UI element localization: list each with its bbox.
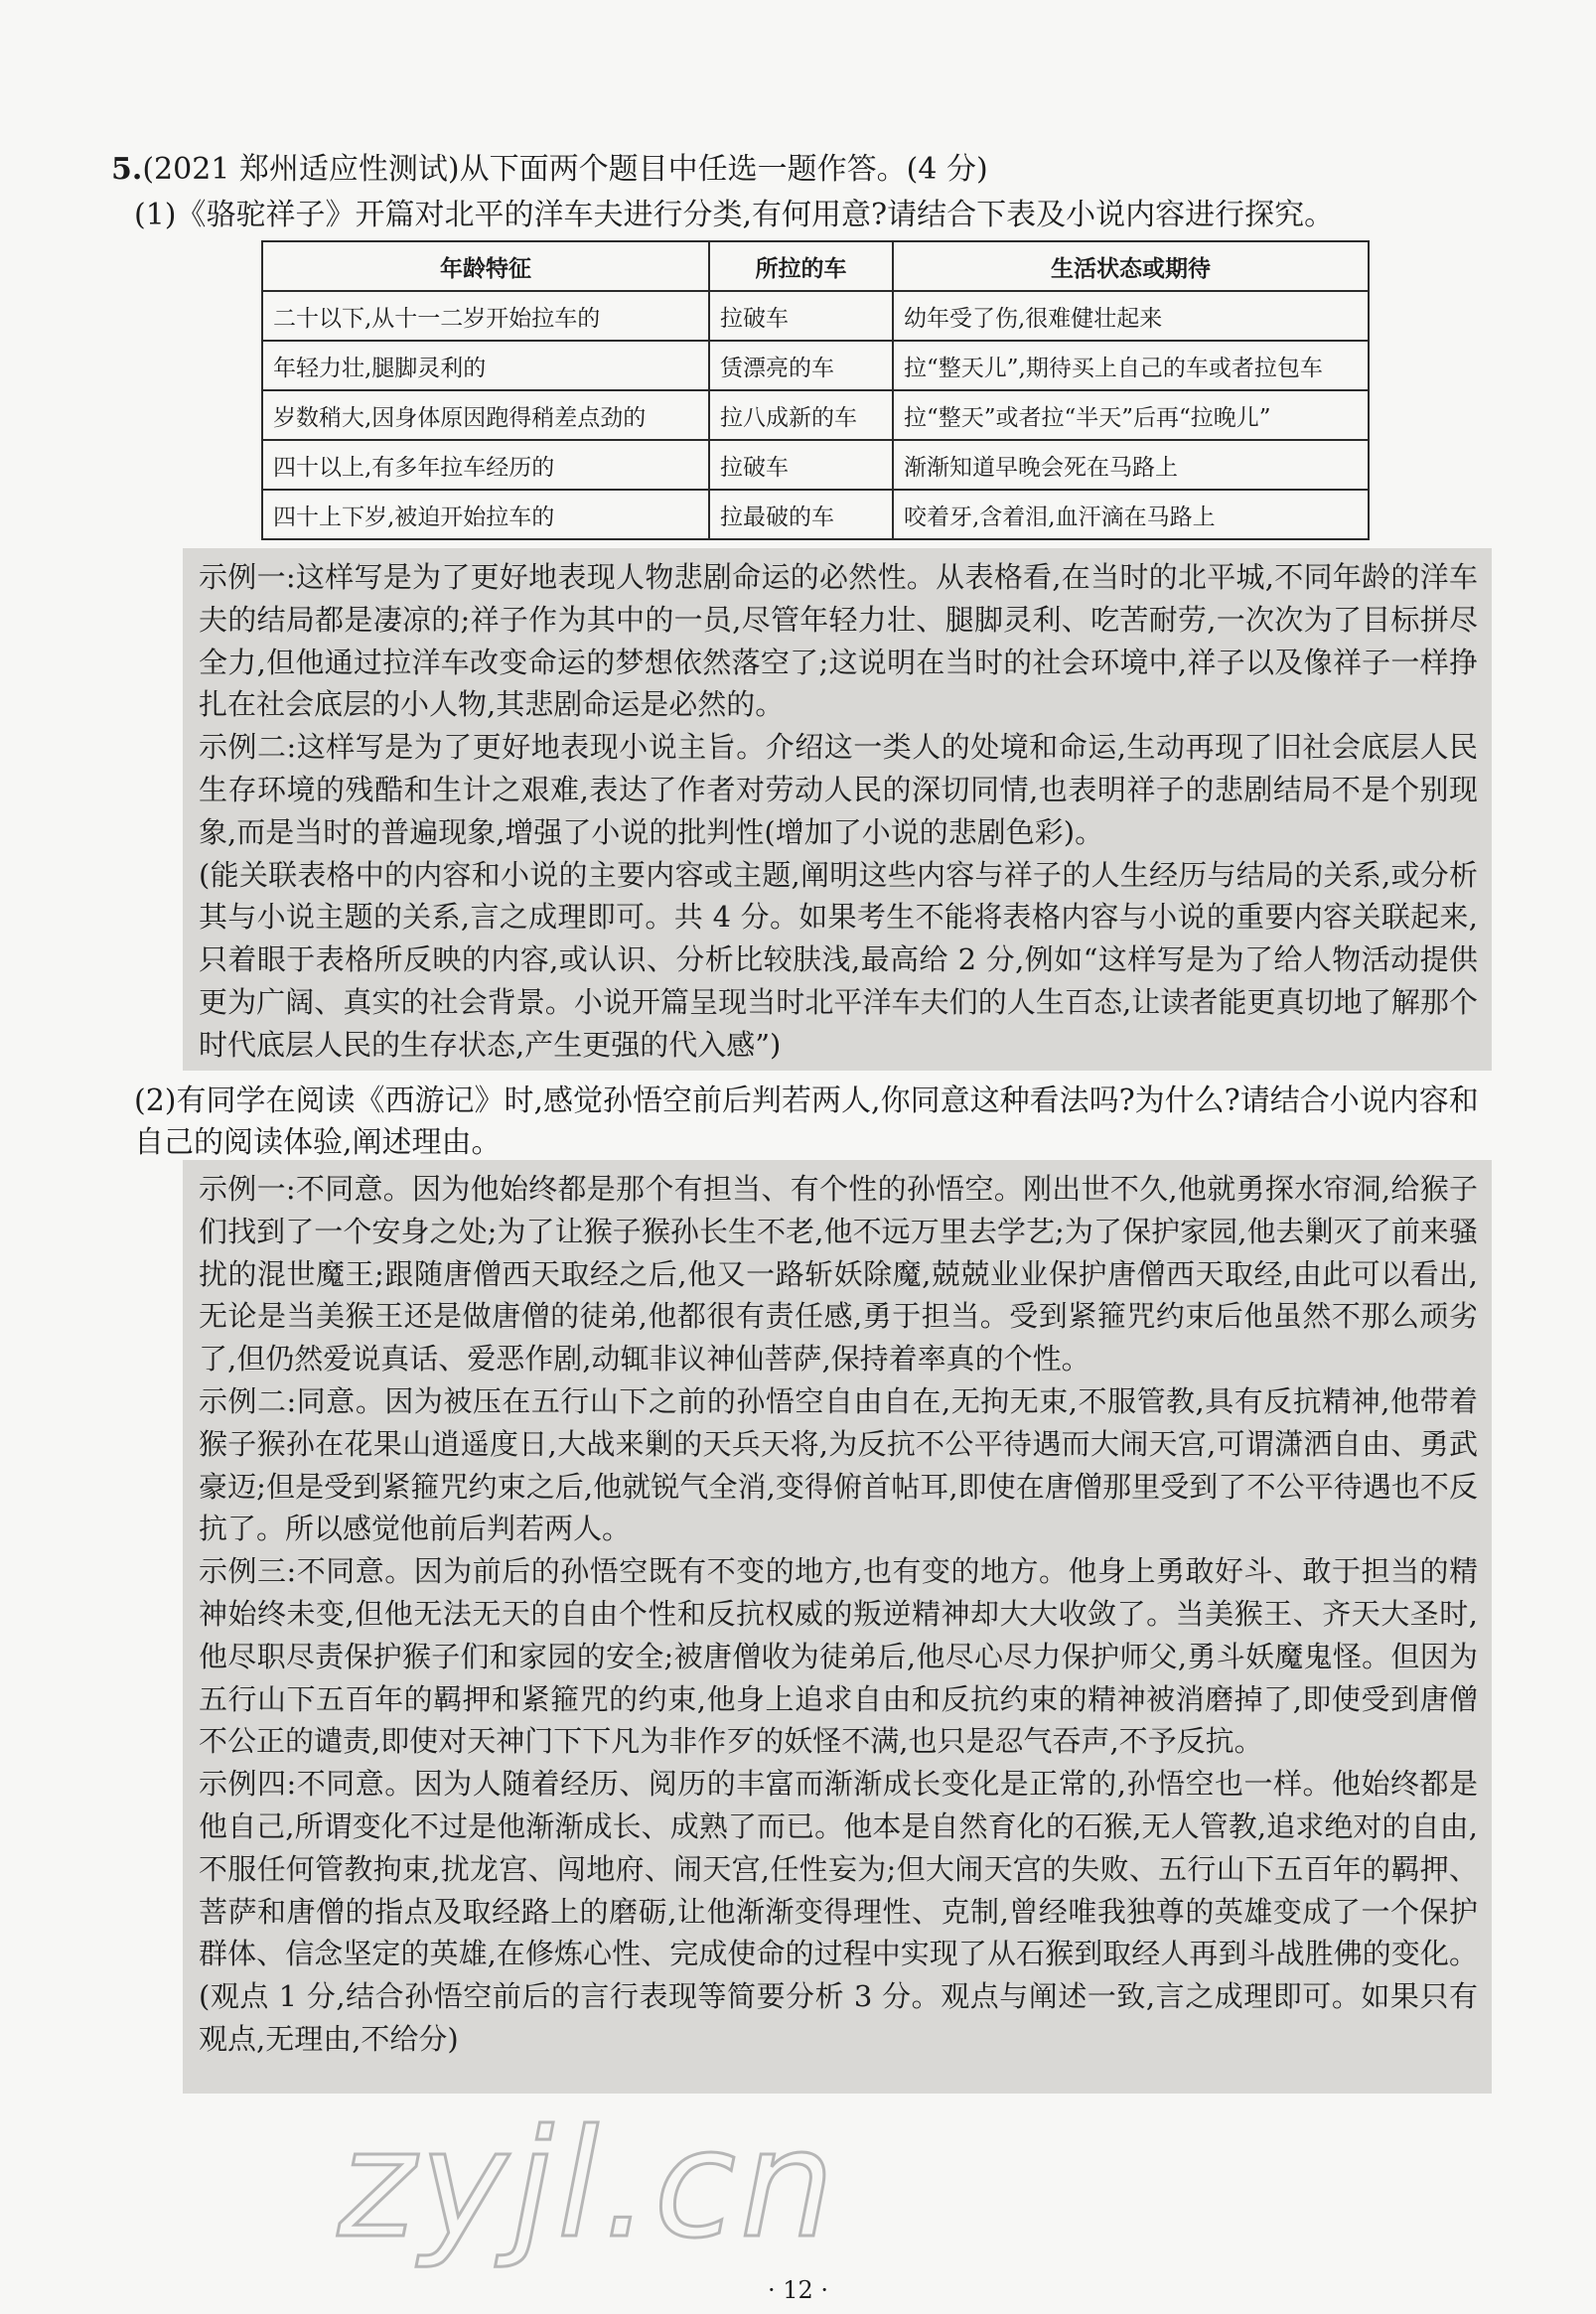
- table-cell: 渐渐知道早晚会死在马路上: [893, 440, 1369, 490]
- question-header: [111, 149, 1502, 191]
- site-watermark: zyjl.cn: [338, 2098, 839, 2271]
- answer-example-4: 示例四:不同意。因为人随着经历、阅历的丰富而渐渐成长变化是正常的,孙悟空也一样。他始终都是他自己,所谓变化不过是他渐渐成长、成熟了而已。他本是自然育化的石猴,无人管教,追求绝对的自由,不服任何管教拘束,扰龙宫、闯地府、闹天宫,任性妄为;但大闹天宫的失败、五行山下五百年的羁押、菩萨和唐僧的指点及取经路上的磨砺,让他渐渐变得理性、克制,曾经唯我独尊的英雄变成了一个保护群体、信念坚定的英雄,在修炼心性、完成使命的过程中实现了从石猴到取经人再到斗战胜佛的变化。(观点 1 分,结合孙悟空前后的言行表现等简要分析 3 分。观点与阐述一致,言之成理即可。如果只有观点,无理由,不给分): [199, 1767, 1478, 2056]
- answer-block-1: [183, 548, 1492, 1071]
- answer-example-2: 示例二:同意。因为被压在五行山下之前的孙悟空自由自在,无拘无束,不服管教,具有反抗精神,他带着猴子猴孙在花果山逍遥度日,大战来剿的天兵天将,为反抗不公平待遇而大闹天宫,可谓潇洒自由、勇武豪迈;但是受到紧箍咒约束之后,他就锐气全消,变得俯首帖耳,即使在唐僧那里受到了不公平待遇也不反抗了。所以感觉他前后判若两人。: [199, 1383, 1478, 1546]
- answer-example-1: 示例一:这样写是为了更好地表现人物悲剧命运的必然性。从表格看,在当时的北平城,不同年龄的洋车夫的结局都是凄凉的;祥子作为其中的一员,尽管年轻力壮、腿脚灵利、吃苦耐劳,一次次为了目标拼尽全力,但他通过拉洋车改变命运的梦想依然落空了;这说明在当时的社会环境中,祥子以及像祥子一样挣扎在社会底层的小人物,其悲剧命运是必然的。: [199, 560, 1478, 722]
- answer-example-2: 示例二:这样写是为了更好地表现小说主旨。介绍这一类人的处境和命运,生动再现了旧社会底层人民生存环境的残酷和生计之艰难,表达了作者对劳动人民的深切同情,也表明祥子的悲剧结局不是个别现象,而是当时的普遍现象,增强了小说的批判性(增加了小说的悲剧色彩)。: [199, 730, 1478, 849]
- table-row: [262, 291, 1369, 341]
- table-cell: 拉破车: [709, 440, 893, 490]
- rickshaw-puller-table: [261, 240, 1370, 540]
- table-row: [262, 440, 1369, 490]
- table-row: [262, 341, 1369, 390]
- table-cell: 赁漂亮的车: [709, 341, 893, 390]
- table-cell: 岁数稍大,因身体原因跑得稍差点劲的: [262, 390, 709, 440]
- table-row: [262, 490, 1369, 539]
- table-cell: 拉八成新的车: [709, 390, 893, 440]
- table-cell: 拉破车: [709, 291, 893, 341]
- table-cell: 二十以下,从十一二岁开始拉车的: [262, 291, 709, 341]
- table-cell: 拉最破的车: [709, 490, 893, 539]
- table-cell: 四十以上,有多年拉车经历的: [262, 440, 709, 490]
- table-header-cell: 年龄特征: [262, 241, 709, 291]
- table-cell: 拉“整天儿”,期待买上自己的车或者拉包车: [893, 341, 1369, 390]
- table-cell: 幼年受了伤,很难健壮起来: [893, 291, 1369, 341]
- sub-question-2-prompt: (2)有同学在阅读《西游记》时,感觉孙悟空前后判若两人,你同意这种看法吗?为什么?请结合小说内容和自己的阅读体验,阐述理由。: [134, 1084, 1479, 1160]
- sub-question-1-prompt: (1)《骆驼祥子》开篇对北平的洋车夫进行分类,有何用意?请结合下表及小说内容进行探究。: [134, 198, 1335, 232]
- page-number: · 12 ·: [767, 2276, 829, 2304]
- table-cell: 拉“整天”或者拉“半天”后再“拉晚儿”: [893, 390, 1369, 440]
- table-header-cell: 所拉的车: [709, 241, 893, 291]
- table-header-row: [262, 241, 1369, 291]
- answer-example-1: 示例一:不同意。因为他始终都是那个有担当、有个性的孙悟空。刚出世不久,他就勇探水帘洞,给猴子们找到了一个安身之处;为了让猴子猴孙长生不老,他不远万里去学艺;为了保护家园,他去剿灭了前来骚扰的混世魔王;跟随唐僧西天取经之后,他又一路斩妖除魔,兢兢业业保护唐僧西天取经,由此可以看出,无论是当美猴王还是做唐僧的徒弟,他都很有责任感,勇于担当。受到紧箍咒约束后他虽然不那么顽劣了,但仍然爱说真话、爱恶作剧,动辄非议神仙菩萨,保持着率真的个性。: [199, 1172, 1478, 1376]
- answer-example-3: 示例三:不同意。因为前后的孙悟空既有不变的地方,也有变的地方。他身上勇敢好斗、敢于担当的精神始终未变,但他无法无天的自由个性和反抗权威的叛逆精神却大大收敛了。当美猴王、齐天大圣时,他尽职尽责保护猴子们和家园的安全;被唐僧收为徒弟后,他尽心尽力保护师父,勇斗妖魔鬼怪。但因为五行山下五百年的羁押和紧箍咒的约束,他身上追求自由和反抗约束的精神被消磨掉了,即使受到唐僧不公正的谴责,即使对天神门下下凡为非作歹的妖怪不满,也只是忍气吞声,不予反抗。: [199, 1554, 1478, 1759]
- answer-block-2: [183, 1160, 1492, 2094]
- table-row: [262, 390, 1369, 440]
- table-cell: 咬着牙,含着泪,血汗滴在马路上: [893, 490, 1369, 539]
- question-header-text: (2021 郑州适应性测试)从下面两个题目中任选一题作答。(4 分): [142, 152, 988, 187]
- question-number: 5.: [111, 152, 143, 187]
- table-header-cell: 生活状态或期待: [893, 241, 1369, 291]
- table-cell: 年轻力壮,腿脚灵利的: [262, 341, 709, 390]
- table-cell: 四十上下岁,被迫开始拉车的: [262, 490, 709, 539]
- grading-note-1: (能关联表格中的内容和小说的主要内容或主题,阐明这些内容与祥子的人生经历与结局的关系,或分析其与小说主题的关系,言之成理即可。共 4 分。如果考生不能将表格内容与小说的重要内容关联起来,只着眼于表格所反映的内容,或认识、分析比较肤浅,最高给 2 分,例如“这样写是为了给人物活动提供更为广阔、真实的社会背景。小说开篇呈现当时北平洋车夫们的人生百态,让读者能更真切地了解那个时代底层人民的生存状态,产生更强的代入感”): [199, 857, 1478, 1062]
